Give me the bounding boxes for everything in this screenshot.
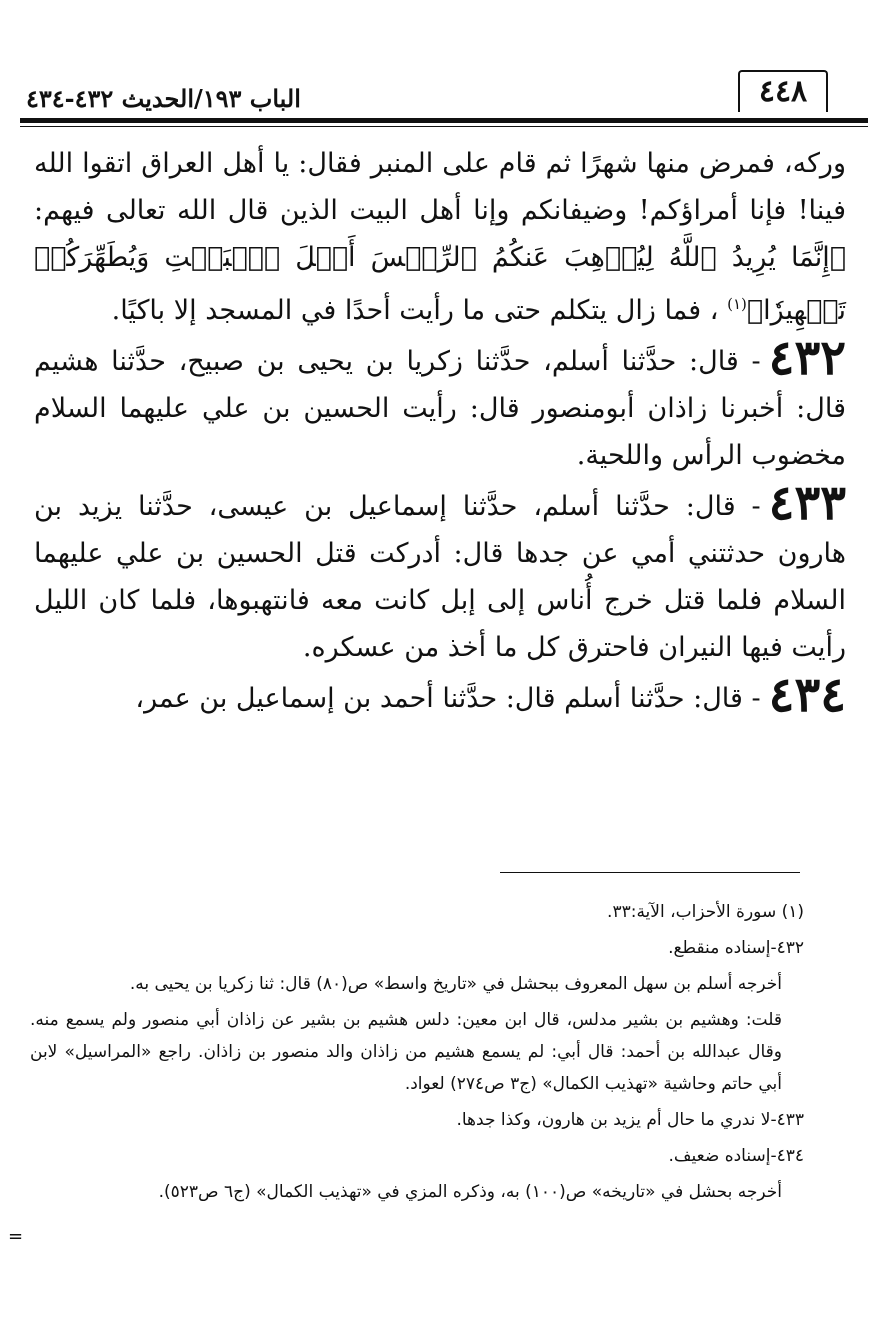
footnotes <box>30 896 804 1212</box>
hadith-number: ٤٣٣ <box>768 475 846 531</box>
running-title: الباب ١٩٣/الحديث ٤٣٢-٤٣٤ <box>26 84 301 113</box>
opening-text: وركه، فمرض منها شهرًا ثم قام على المنبر فقال: يا أهل العراق اتقوا الله فينا! فإنا أمراؤكم! وضيفانكم وإنا أهل البيت الذين قال الله تعالى فيهم: <box>34 148 846 226</box>
footnote-item: قلت: وهشيم بن بشير مدلس، قال ابن معين: دلس هشيم بن بشير عن زاذان أبي منصور ولم يسمع منه. وقال عبدالله بن أحمد: قال أبي: لم يسمع هشيم من زاذان والد منصور بن زاذان. راجع «المراسيل» لابن أبي حاتم وحاشية «تهذيب الكمال» (ج٣ ص٢٧٤) لعواد. <box>30 1010 782 1094</box>
continuation-mark: = <box>8 1226 24 1247</box>
hadith-number: ٤٣٢ <box>768 330 846 386</box>
page-number: ٤٤٨ <box>738 70 828 112</box>
hadith-432 <box>34 330 846 479</box>
footnote-item: ٤٣٣-لا ندري ما حال أم يزيد بن هارون، وكذا جدها. <box>456 1110 804 1130</box>
hadith-434 <box>34 667 846 723</box>
hadith-text: - قال: حدَّثنا أسلم، حدَّثنا إسماعيل بن عيسى، حدَّثنا يزيد بن هارون حدثتني أمي عن جدها قال: أدركت قتل الحسين بن علي عليهما السلام فلما قتل خرج أُناس إلى إبل كانت معه فانتهبوها، فلما كان الليل رأيت فيها النيران فاحترق كل ما أخذ من عسكره. <box>34 491 846 663</box>
closing-text: فما زال يتكلم حتى ما رأيت أحدًا في المسجد إلا باكيًا. <box>111 295 702 326</box>
page-header <box>20 62 868 124</box>
quran-after: ، <box>709 295 719 326</box>
footnote-item: ٤٣٢-إسناده منقطع. <box>668 938 804 958</box>
hadith-433 <box>34 475 846 671</box>
hadith-number: ٤٣٤ <box>768 667 846 723</box>
footnote-item: أخرجه بحشل في «تاريخه» ص(١٠٠) به، وذكره المزي في «تهذيب الكمال» (ج٦ ص٥٢٣). <box>158 1182 782 1202</box>
header-rule-thick <box>20 118 868 123</box>
main-text <box>34 140 846 722</box>
footnote-item: أخرجه أسلم بن سهل المعروف ببحشل في «تاريخ واسط» ص(٨٠) قال: ثنا زكريا بن يحيى به. <box>129 974 782 994</box>
footnote-item: ٤٣٤-إسناده ضعيف. <box>668 1146 804 1166</box>
quran-verse: ﴿إِنَّمَا يُرِيدُ ٱللَّهُ لِيُذۡهِبَ عَنكُمُ ٱلرِّجۡسَ أَهۡلَ ٱلۡبَيۡتِ وَيُطَهِّرَكُمۡ تَطۡهِيرٗا﴾ <box>34 242 846 326</box>
header-rule-thin <box>20 126 868 127</box>
footnote-item: (١) سورة الأحزاب، الآية:٣٣. <box>607 902 804 922</box>
hadith-text: - قال: حدَّثنا أسلم، حدَّثنا زكريا بن يحيى بن صبيح، حدَّثنا هشيم قال: أخبرنا زاذان أبومنصور قال: رأيت الحسين بن علي عليهما السلام مخضوب الرأس واللحية. <box>34 346 846 471</box>
hadith-text: - قال: حدَّثنا أسلم قال: حدَّثنا أحمد بن إسماعيل بن عمر، <box>135 683 761 714</box>
footnote-reference: (١) <box>727 295 747 313</box>
footnote-separator <box>500 872 800 873</box>
opening-paragraph <box>34 140 846 334</box>
